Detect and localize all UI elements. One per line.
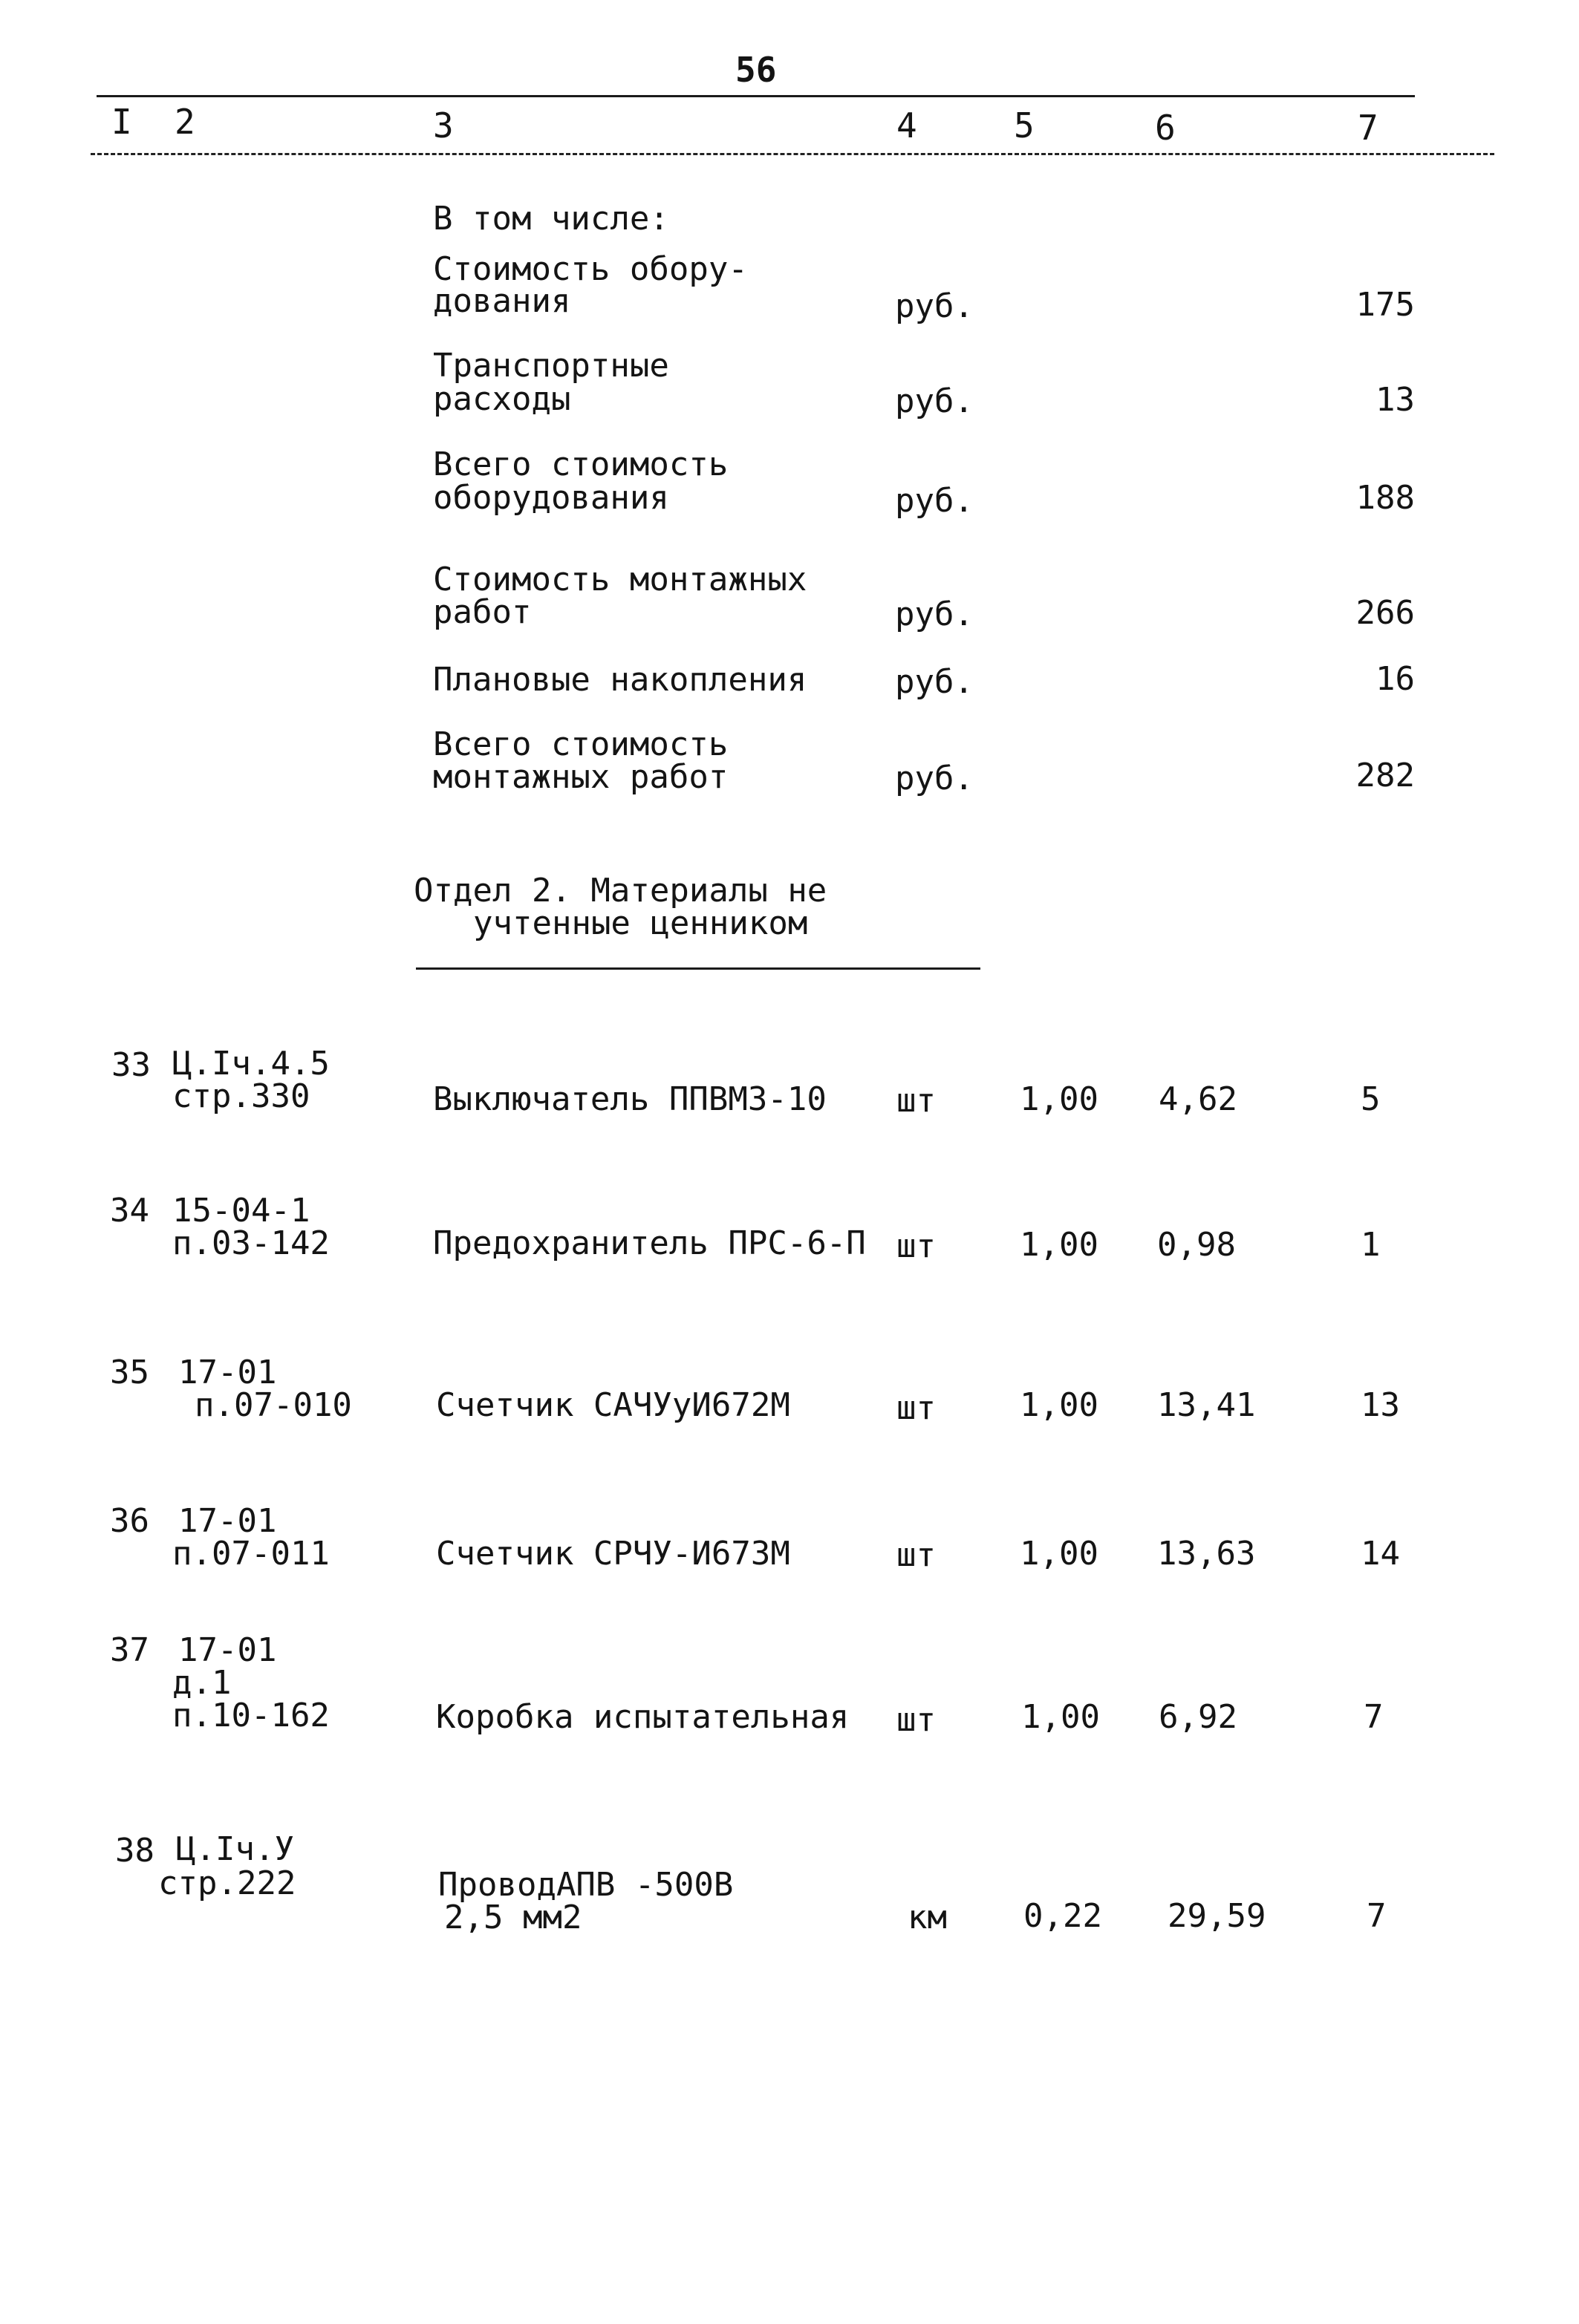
column-header-4: 4	[896, 105, 917, 146]
row-number: 37	[110, 1631, 149, 1669]
reference: п.07-010	[195, 1386, 352, 1424]
unit-price: 13,63	[1157, 1535, 1256, 1573]
item-name: Коробка испытательная	[436, 1698, 850, 1736]
item-name: ПроводАПВ -500В	[438, 1866, 734, 1904]
section-underline	[416, 967, 980, 970]
total: 5	[1361, 1080, 1381, 1118]
subtotal-unit: руб.	[895, 482, 974, 520]
quantity: 0,22	[1023, 1897, 1102, 1935]
reference: Ц.Iч.4.5	[172, 1045, 330, 1083]
subtotal-label-line1: Всего стоимость	[433, 725, 729, 763]
header-top-rule	[97, 95, 1415, 97]
subtotal-unit: руб.	[895, 760, 974, 797]
reference: 17-01	[178, 1502, 277, 1540]
unit-price: 6,92	[1159, 1698, 1237, 1736]
reference: 17-01	[178, 1631, 277, 1669]
quantity: 1,00	[1020, 1535, 1098, 1573]
total: 1	[1361, 1226, 1381, 1264]
reference: п.10-162	[172, 1697, 330, 1734]
column-header-6: 6	[1155, 108, 1176, 148]
section-heading-line1: Отдел 2. Материалы не	[414, 872, 827, 910]
subtotal-label-line2: работ	[433, 593, 532, 631]
quantity: 1,00	[1020, 1226, 1098, 1264]
page-number: 56	[735, 50, 777, 90]
quantity: 1,00	[1020, 1080, 1098, 1118]
quantity: 1,00	[1020, 1386, 1098, 1424]
subtotal-label-line1: Стоимость монтажных	[433, 561, 807, 598]
row-number: 36	[110, 1502, 149, 1540]
reference: п.07-011	[172, 1535, 330, 1573]
subtotal-unit: руб.	[895, 663, 974, 701]
subtotal-label-line1: Плановые накопления	[433, 661, 807, 699]
subtotal-unit: руб.	[895, 287, 974, 325]
reference: п.03-142	[172, 1224, 330, 1262]
column-header-1: I	[111, 102, 132, 142]
section-heading-line2: учтенные ценником	[473, 904, 808, 942]
column-header-5: 5	[1014, 105, 1035, 146]
reference: 17-01	[178, 1354, 277, 1391]
row-number: 38	[115, 1832, 154, 1870]
reference: стр.330	[172, 1077, 310, 1115]
row-number: 35	[110, 1354, 149, 1391]
subtotal-total: 13	[1375, 381, 1415, 419]
column-header-7: 7	[1358, 108, 1378, 148]
reference: 15-04-1	[172, 1192, 310, 1230]
subtotal-total: 188	[1355, 479, 1415, 517]
total: 7	[1367, 1897, 1387, 1935]
subtotal-total: 282	[1355, 757, 1415, 794]
subtotal-label-line2: расходы	[433, 380, 571, 418]
total: 14	[1361, 1535, 1400, 1573]
unit: км	[908, 1899, 947, 1936]
column-header-2: 2	[175, 102, 195, 142]
subtotals-heading: В том числе:	[433, 200, 669, 238]
unit: шт	[896, 1082, 936, 1120]
total: 7	[1364, 1698, 1384, 1736]
item-name: Счетчик СРЧУ-И673М	[436, 1535, 790, 1573]
subtotal-label-line2: монтажных работ	[433, 758, 729, 796]
subtotal-label-line1: Транспортные	[433, 347, 669, 385]
item-name: Предохранитель ПРС-6-П	[433, 1224, 866, 1262]
reference: стр.222	[158, 1864, 296, 1902]
subtotal-total: 16	[1375, 660, 1415, 698]
subtotal-label-line2: дования	[433, 282, 571, 320]
quantity: 1,00	[1021, 1698, 1100, 1736]
subtotal-total: 175	[1355, 286, 1415, 324]
unit-price: 29,59	[1168, 1897, 1266, 1935]
subtotal-total: 266	[1355, 594, 1415, 632]
subtotal-unit: руб.	[895, 595, 974, 633]
unit: шт	[896, 1227, 936, 1265]
unit-price: 13,41	[1157, 1386, 1256, 1424]
subtotal-unit: руб.	[895, 382, 974, 420]
total: 13	[1361, 1386, 1400, 1424]
column-header-3: 3	[433, 105, 454, 146]
unit-price: 4,62	[1159, 1080, 1237, 1118]
reference: Ц.Iч.У	[176, 1830, 294, 1868]
subtotal-label-line1: Всего стоимость	[433, 445, 729, 483]
item-name: Счетчик САЧУуИ672М	[436, 1386, 790, 1424]
row-number: 33	[111, 1046, 151, 1084]
header-bottom-rule	[91, 153, 1494, 155]
subtotal-label-line2: оборудования	[433, 479, 669, 517]
unit: шт	[896, 1536, 936, 1574]
item-name: Выключатель ППВМЗ-10	[433, 1080, 827, 1118]
item-name: 2,5 мм2	[444, 1899, 582, 1936]
unit: шт	[896, 1389, 936, 1427]
unit-price: 0,98	[1157, 1226, 1236, 1264]
unit: шт	[896, 1701, 936, 1739]
subtotal-label-line1: Стоимость обору-	[433, 250, 748, 288]
reference: д.1	[172, 1664, 232, 1702]
row-number: 34	[110, 1192, 149, 1230]
